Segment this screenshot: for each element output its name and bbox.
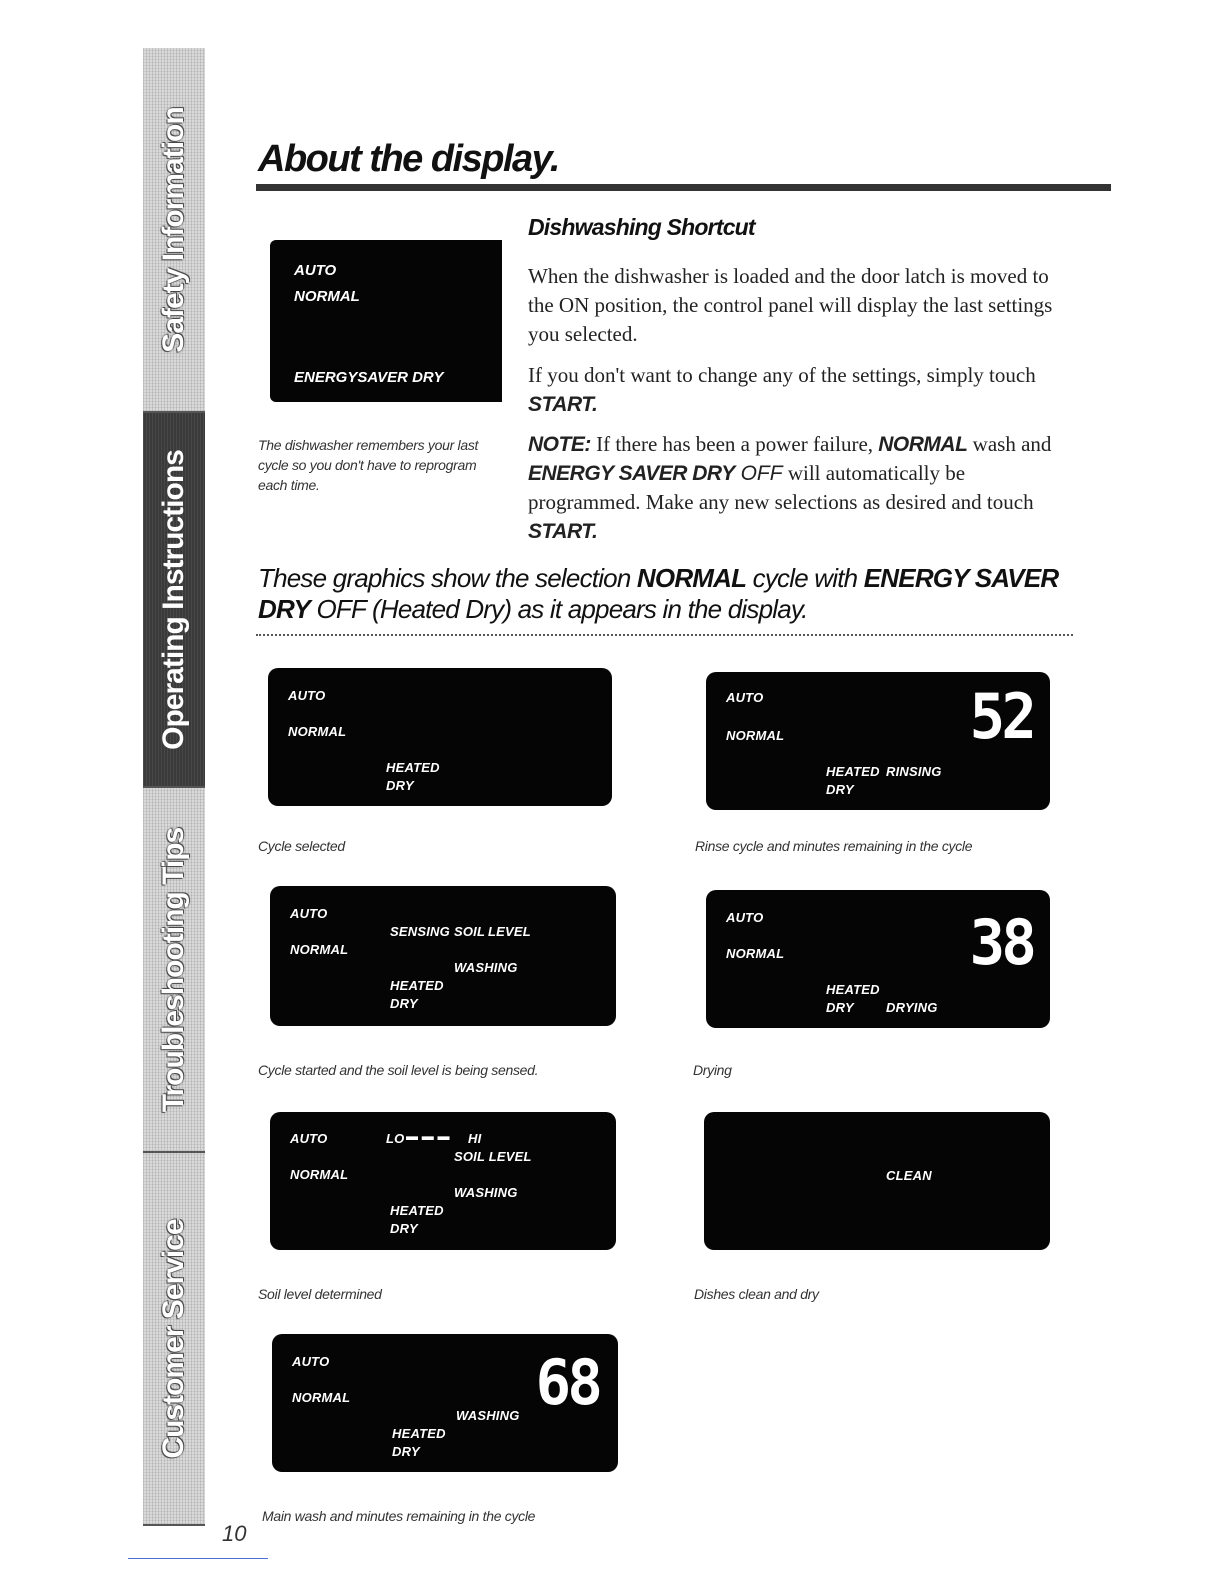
display-normal: NORMAL <box>726 946 785 961</box>
display-heated: HEATED <box>826 764 880 779</box>
tab-safety-information[interactable] <box>143 48 205 413</box>
soil-level-bar: ▬ ▬ ▬ <box>406 1129 450 1143</box>
display-auto: AUTO <box>290 906 328 921</box>
display-auto: AUTO <box>726 910 764 925</box>
display-auto: AUTO <box>288 688 326 703</box>
minutes-remaining-readout: 52 <box>969 680 1033 753</box>
display-auto: AUTO <box>292 1354 330 1369</box>
display-drying <box>706 890 1050 1028</box>
tab-troubleshooting-tips[interactable] <box>143 788 205 1153</box>
display-sensing: SENSING <box>390 924 450 939</box>
note-paragraph <box>528 430 1068 546</box>
energy-saver-dry-keyword: ENERGY SAVER DRY <box>258 563 1059 624</box>
display-soil: SOIL <box>454 924 486 939</box>
title-divider <box>256 184 1111 191</box>
energy-saver-dry-keyword: ENERGY SAVER DRY <box>528 462 735 485</box>
tab-label: Customer Service <box>157 1218 190 1459</box>
text: wash and <box>967 432 1052 456</box>
display-last-settings <box>270 240 502 402</box>
caption-drying: Drying <box>693 1062 732 1078</box>
display-normal: NORMAL <box>726 728 785 743</box>
display-heated: HEATED <box>386 760 440 775</box>
tab-label: Operating Instructions <box>157 449 190 750</box>
caption-rinse: Rinse cycle and minutes remaining in the cycle <box>695 838 973 854</box>
section-divider <box>256 634 1073 636</box>
display-normal: NORMAL <box>294 288 360 305</box>
display-clean: CLEAN <box>886 1168 932 1183</box>
graphics-intro <box>258 563 1078 625</box>
display-dry: DRY <box>826 1000 854 1015</box>
display-cycle-selected <box>268 668 612 806</box>
text: If there has been a power failure, <box>590 432 879 456</box>
display-normal: NORMAL <box>290 1167 349 1182</box>
normal-keyword: NORMAL <box>636 563 747 593</box>
display-normal: NORMAL <box>292 1390 351 1405</box>
page-number: 10 <box>222 1521 247 1546</box>
tab-label: Troubleshooting Tips <box>157 827 190 1112</box>
note-label: NOTE: <box>528 433 591 456</box>
display-main-wash <box>272 1334 618 1472</box>
normal-keyword: NORMAL <box>878 433 968 456</box>
caption-main-wash: Main wash and minutes remaining in the cycle <box>262 1508 536 1524</box>
display-drying: DRYING <box>886 1000 938 1015</box>
display-rinse <box>706 672 1050 810</box>
display-hi: HI <box>468 1131 482 1146</box>
caption-sensing: Cycle started and the soil level is being sensed. <box>258 1062 539 1078</box>
display-auto: AUTO <box>726 690 764 705</box>
display-energysaver-dry: ENERGYSAVER DRY <box>294 369 444 386</box>
display-soil-level: SOIL LEVEL <box>454 1149 532 1164</box>
tab-customer-service[interactable] <box>143 1153 205 1526</box>
display-washing: WASHING <box>456 1408 520 1423</box>
display-level: LEVEL <box>488 924 531 939</box>
text: OFF (Heated Dry) as it appears in the display. <box>310 594 808 624</box>
section-tabs <box>143 48 205 1526</box>
footer-line <box>128 1558 268 1559</box>
tab-operating-instructions[interactable] <box>143 413 205 788</box>
display-clean <box>704 1112 1050 1250</box>
display-washing: WASHING <box>454 960 518 975</box>
display-soil-level-determined <box>270 1112 616 1250</box>
display-washing: WASHING <box>454 1185 518 1200</box>
display-dry: DRY <box>390 1221 418 1236</box>
display-heated: HEATED <box>390 978 444 993</box>
shortcut-paragraph-2 <box>528 361 1068 419</box>
display-dry: DRY <box>392 1444 420 1459</box>
display-auto: AUTO <box>294 262 337 279</box>
caption-cycle-selected: Cycle selected <box>258 838 345 854</box>
display-normal: NORMAL <box>288 724 347 739</box>
start-keyword: START. <box>528 393 598 416</box>
caption-clean: Dishes clean and dry <box>694 1286 819 1302</box>
minutes-remaining-readout: 38 <box>969 906 1033 979</box>
display-heated: HEATED <box>392 1426 446 1441</box>
display-dry: DRY <box>386 778 414 793</box>
display-sensing-soil-level <box>270 886 616 1026</box>
display-heated: HEATED <box>826 982 880 997</box>
shortcut-caption: The dishwasher remembers your last cycle so you don't have to reprogram each time. <box>258 437 479 493</box>
display-auto: AUTO <box>290 1131 328 1146</box>
tab-label: Safety Information <box>157 106 190 353</box>
text: If you don't want to change any of the settings, simply touch <box>528 363 1036 387</box>
display-rinsing: RINSING <box>886 764 942 779</box>
shortcut-paragraph: When the dishwasher is loaded and the door latch is moved to the ON position, the control panel will display the last settings you selected. <box>528 264 1053 346</box>
display-normal: NORMAL <box>290 942 349 957</box>
display-dry: DRY <box>826 782 854 797</box>
off-keyword: OFF <box>734 462 783 485</box>
text: cycle with <box>746 563 864 593</box>
text: will automatically be programmed. Make any new selections as desired and touch <box>528 461 1034 514</box>
section-heading: Dishwashing Shortcut <box>528 214 755 240</box>
display-lo: LO <box>386 1131 405 1146</box>
minutes-remaining-readout: 68 <box>535 1346 599 1419</box>
page-title: About the display. <box>258 138 559 180</box>
display-dry: DRY <box>390 996 418 1011</box>
caption-soil-level: Soil level determined <box>258 1286 382 1302</box>
start-keyword: START. <box>528 520 598 543</box>
text: These graphics show the selection <box>258 563 637 593</box>
display-heated: HEATED <box>390 1203 444 1218</box>
